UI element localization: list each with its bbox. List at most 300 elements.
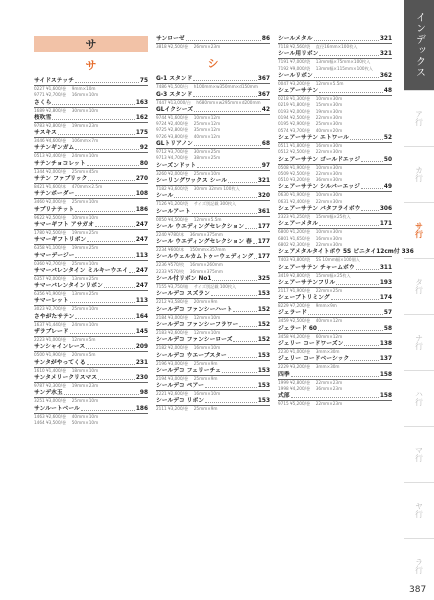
- entry-detail-row: 3251 ¥3,000/巻 25mm×10m: [34, 398, 99, 404]
- dot-leader: [228, 357, 257, 358]
- index-entry: [34, 283, 148, 297]
- entry-page-number: 86: [261, 36, 270, 42]
- entry-page-number: 367: [257, 76, 270, 83]
- entry-title-line: [34, 161, 148, 169]
- entry-page-number: 98: [139, 390, 148, 397]
- entry-detail-row: 1780 ¥2,500/巻 19mm×25m: [34, 229, 99, 235]
- entry-name: サマーバレンタイン ミルキーウエイ: [34, 267, 128, 274]
- entry-detail-row: 2194 ¥3,000/巻 25mm×9m: [156, 375, 218, 381]
- entry-detail-row: 3458 ¥4,200/巻 60mm×12m: [278, 333, 343, 339]
- index-tab-label: ハ行: [414, 390, 424, 406]
- index-entry: [34, 130, 148, 144]
- entry-detail-row: 3260 ¥2,000/巻 25mm×10m: [156, 170, 221, 176]
- index-column-1: [34, 36, 148, 427]
- entry-detail-row: 9726 ¥3,800/巻 40mm×12m: [156, 133, 221, 139]
- entry-name: シェアーメタル: [278, 221, 318, 228]
- entry-detail-row: 6802 ¥2,300/巻 22mm×30m: [278, 241, 343, 247]
- entry-name: シール ウエディングセレクション: [156, 223, 245, 230]
- entry-page-number: 325: [257, 276, 270, 283]
- entry-detail-row: 1689 ¥2,800/巻 30mm×10m: [34, 107, 99, 113]
- dot-leader: [350, 139, 383, 140]
- entry-page-number: 153: [257, 398, 270, 405]
- index-entry: [34, 237, 148, 251]
- entry-name: シールデコ ペアー: [156, 383, 204, 390]
- dot-leader: [233, 311, 256, 312]
- entry-title-line: [156, 92, 270, 100]
- dot-leader: [319, 225, 379, 226]
- dot-leader: [52, 119, 134, 120]
- entry-title-line: [34, 314, 148, 322]
- entry-list: [156, 36, 270, 50]
- dot-leader: [193, 96, 256, 97]
- entry-title-line: [34, 130, 148, 138]
- entry-detail-row: 7486 ¥1,500/台 h100mm×w350mm×d150mm: [156, 84, 258, 90]
- entry-title-line: [156, 368, 270, 376]
- entry-page-number: 57: [383, 310, 392, 317]
- kana-label-sa: サ: [85, 59, 97, 72]
- index-entry: [34, 390, 148, 404]
- entry-detail-row: 2240 ¥780/本 36mm×375mm: [156, 231, 223, 237]
- dot-leader: [194, 145, 261, 146]
- entry-name: シールデコ リボン: [156, 398, 205, 405]
- entry-title-line: [156, 141, 270, 149]
- entry-page-number: 58: [383, 325, 392, 332]
- entry-page-number: 48: [383, 88, 392, 95]
- entry-page-number: 108: [135, 191, 148, 198]
- entry-page-number: 137: [379, 356, 392, 363]
- entry-page-number: 68: [261, 141, 270, 148]
- entry-page-number: 336: [401, 249, 414, 256]
- entry-detail-row: 7126 ¥1,200/袋 サイズ別記載 300枚入: [156, 201, 237, 207]
- entry-name: サンシャインレース: [34, 344, 86, 351]
- entry-page-number: 247: [135, 221, 148, 228]
- entry-name: 四季: [278, 371, 290, 378]
- index-entry: [34, 207, 148, 221]
- entry-page-number: 247: [135, 237, 148, 244]
- index-entry: [34, 176, 148, 190]
- dot-leader: [75, 195, 135, 196]
- index-entry: [34, 115, 148, 129]
- index-column-2: [156, 36, 270, 414]
- entry-name: G-1 スタンド: [156, 76, 193, 83]
- entry-name: サンローゼ: [156, 36, 185, 42]
- entry-name: サンタがやってくる: [34, 359, 86, 366]
- entry-page-number: 171: [379, 221, 392, 228]
- entry-page-number: 186: [135, 206, 148, 213]
- index-tab[interactable]: [404, 90, 434, 146]
- entry-detail-row: 0574 ¥3,700/巻 40mm×20m: [278, 127, 343, 133]
- entry-title-line: [278, 265, 392, 273]
- entry-page-number: 75: [139, 78, 148, 84]
- index-entry: [156, 76, 270, 90]
- entry-page-number: 367: [257, 91, 270, 98]
- entry-name: ジェリー コードワーズン: [278, 341, 344, 348]
- dot-leader: [336, 284, 379, 285]
- entry-title-line: [34, 100, 148, 108]
- entry-title-line: [156, 276, 270, 284]
- dot-leader: [75, 211, 135, 212]
- entry-detail-row: 2111 ¥3,200/巻 25mm×9m: [156, 406, 218, 412]
- entry-name: サイドステッチ: [34, 78, 74, 84]
- entry-page-number: 97: [261, 162, 270, 169]
- index-entry: [34, 344, 148, 358]
- entry-name: さくら: [34, 99, 52, 106]
- entry-detail-row: 1610 ¥1,400/巻 18mm×10m: [34, 367, 99, 373]
- entry-title-line: [278, 206, 392, 214]
- entry-detail-row: 2117 ¥1,900/巻 22mm×25m: [278, 287, 343, 293]
- entry-page-number: 231: [135, 359, 148, 366]
- index-entry: [156, 224, 270, 238]
- entry-detail-row: 3460 ¥2,000/巻 25mm×10m: [34, 199, 99, 205]
- dot-leader: [75, 257, 134, 258]
- entry-page-number: 50: [383, 156, 392, 163]
- kana-label-shi: シ: [207, 57, 219, 71]
- entry-name: シェアーサテン チャームボウ: [278, 264, 355, 271]
- entry-detail-row: 7403 ¥3,800/袋 5S 10mm幅×100個入: [278, 257, 360, 263]
- entry-title-line: [278, 36, 392, 44]
- entry-page-number: 158: [379, 371, 392, 378]
- entry-name: シールデコ フェリーチェ: [156, 367, 221, 374]
- entry-page-number: 175: [135, 130, 148, 137]
- entry-name: シェアーサテン: [278, 88, 318, 95]
- entry-detail-row: 2221 ¥2,600/巻 16mm×10m: [156, 391, 221, 397]
- dot-leader: [308, 314, 383, 315]
- entry-page-number: 270: [135, 176, 148, 183]
- dot-leader: [64, 394, 139, 395]
- entry-name: G-3 スタンド: [156, 91, 193, 98]
- entry-page-number: 177: [257, 223, 270, 230]
- entry-name: シェアーサテン ゴールドエッジ: [278, 156, 361, 163]
- dot-leader: [212, 280, 257, 281]
- entry-detail-row: 9715 ¥5,200/巻 22mm×23m: [278, 401, 343, 407]
- index-entry: [278, 206, 392, 220]
- entry-title-line: [278, 280, 392, 288]
- entry-title-line: [278, 341, 392, 349]
- entry-detail-row: 0630 ¥1,900/巻 10mm×30m: [278, 192, 343, 198]
- entry-title-line: [156, 307, 270, 315]
- dot-leader: [350, 360, 379, 361]
- dot-leader: [88, 180, 135, 181]
- entry-page-number: 162: [135, 114, 148, 121]
- dot-leader: [239, 326, 257, 327]
- index-entry: [34, 100, 148, 114]
- entry-detail-row: 7192 ¥9,000/袋 13mm幅×115mm×100枚入: [278, 65, 373, 71]
- entry-detail-row: 0631 ¥2,400/巻 22mm×30m: [278, 198, 343, 204]
- entry-detail-row: 0047 ¥3,200/巻 12mm×5.5m: [278, 80, 344, 86]
- entry-page-number: 320: [257, 193, 270, 200]
- dot-leader: [95, 226, 135, 227]
- dot-leader: [81, 410, 135, 411]
- index-tab[interactable]: [404, 482, 434, 538]
- entry-page-number: 193: [379, 279, 392, 286]
- entry-detail-row: 0218 ¥1,300/巻 10mm×30m: [278, 96, 343, 102]
- entry-detail-row: 1998 ¥4,200/巻 36mm×23m: [278, 385, 343, 391]
- index-entry: [34, 191, 148, 205]
- index-entry: [34, 161, 148, 175]
- entry-page-number: 52: [383, 134, 392, 141]
- entry-page-number: 362: [379, 72, 392, 79]
- dot-leader: [75, 318, 135, 319]
- entry-name: サテンチョコレット: [34, 160, 86, 167]
- entry-page-number: 153: [257, 352, 270, 359]
- index-entry: [156, 163, 270, 177]
- entry-name: シェアーサテン バタフライボウ: [278, 206, 361, 213]
- entry-detail-row: 0510 ¥3,200/巻 36mm×30m: [278, 177, 343, 183]
- index-tab[interactable]: [401, 202, 434, 258]
- entry-detail-row: 2196 ¥3,000/巻 25mm×9m: [156, 360, 218, 366]
- entry-name: シェアメタルタイトボウ 5S ピニタイ12cm付: [278, 249, 400, 256]
- index-entry: [156, 368, 270, 382]
- dot-leader: [361, 161, 383, 162]
- index-entry: [278, 393, 392, 407]
- index-entry: [278, 51, 392, 72]
- entry-detail-row: 2236 ¥570/枚 16mm×260mm: [156, 262, 223, 268]
- entry-name: シールメタル: [278, 36, 313, 42]
- entry-name: サマーバレンタインリボン: [34, 283, 103, 290]
- entry-page-number: 247: [135, 283, 148, 290]
- entry-title-line: [156, 163, 270, 171]
- entry-title-line: [156, 353, 270, 361]
- dot-leader: [291, 397, 379, 398]
- entry-detail-row: 0512 ¥2,500/巻 22mm×30m: [278, 149, 343, 155]
- index-tab[interactable]: [404, 314, 434, 370]
- entry-name: サマーレット: [34, 298, 69, 305]
- index-tab-label: カ行: [414, 166, 424, 182]
- entry-detail-row: 0195 ¥2,900/巻 25mm×30m: [278, 121, 343, 127]
- entry-detail-row: 3459 ¥2,500/巻 40mm×12m: [278, 318, 343, 324]
- index-entry: [156, 398, 270, 412]
- dot-leader: [356, 269, 379, 270]
- entry-page-number: 177: [257, 254, 270, 261]
- entry-page-number: 321: [379, 36, 392, 42]
- entry-title-line: [278, 393, 392, 401]
- entry-title-line: [34, 207, 148, 215]
- entry-name: ジェラード: [278, 310, 307, 317]
- index-entry: [156, 254, 270, 275]
- dot-leader: [87, 364, 135, 365]
- entry-detail-row: 8229 ¥7,200/巻 9mm×9m: [278, 303, 337, 309]
- dot-leader: [228, 182, 257, 183]
- index-entry: [156, 383, 270, 397]
- dot-leader: [222, 372, 257, 373]
- entry-detail-row: 9712 ¥3,700/巻 30mm×25m: [156, 149, 221, 155]
- index-entry: [156, 92, 270, 106]
- entry-name: シーズンドット: [156, 162, 197, 169]
- dot-leader: [319, 92, 383, 93]
- index-tab-label: ナ行: [414, 334, 424, 350]
- entry-detail-row: 2234 ¥600/本 150mm×357mm: [156, 247, 226, 253]
- entry-page-number: 152: [257, 337, 270, 344]
- entry-title-line: [34, 78, 148, 86]
- entry-page-number: 209: [135, 344, 148, 351]
- entry-detail-row: 9622 ¥2,500/巻 10mm×10m: [34, 214, 99, 220]
- entry-detail-row: 0219 ¥1,800/巻 15mm×30m: [278, 102, 343, 108]
- entry-name: シールデコ スズラン: [156, 291, 210, 298]
- entry-page-number: 113: [135, 298, 148, 305]
- entry-page-number: 49: [383, 184, 392, 191]
- entry-page-number: 152: [257, 306, 270, 313]
- entry-title-line: [34, 268, 148, 276]
- dot-leader: [205, 402, 257, 403]
- entry-detail-row: 6800 ¥1,200/巻 10mm×30m: [278, 229, 343, 235]
- entry-name: サマーデージー: [34, 252, 75, 259]
- entry-name: シールデコ ファンシーフラワー: [156, 321, 239, 328]
- entry-detail-row: 6356 ¥1,900/巻 13mm×25m: [34, 291, 99, 297]
- index-entry: [156, 337, 270, 351]
- entry-name: シールウェルカムトゥーウェディング: [156, 254, 254, 261]
- entry-name: サテンギンガム: [34, 145, 75, 152]
- entry-name: シーリングワックス シール: [156, 177, 228, 184]
- index-entry: [278, 341, 392, 355]
- entry-detail-row: 2230 ¥1,000/巻 3mm×30m: [278, 349, 340, 355]
- dot-leader: [194, 111, 261, 112]
- entry-name: サプリナテット: [34, 206, 75, 213]
- dot-leader: [104, 287, 135, 288]
- index-tab-label: サ行: [414, 222, 424, 238]
- dot-leader: [193, 80, 256, 81]
- index-entry: [278, 249, 414, 263]
- entry-detail-row: 1464 ¥3,500/巻 50mm×10m: [34, 419, 99, 425]
- index-entry: [34, 253, 148, 267]
- entry-name: シールデコ ファンシーローズ: [156, 337, 233, 344]
- index-entry: [156, 209, 270, 223]
- entry-detail-row: 9713 ¥4,700/巻 38mm×25m: [156, 155, 221, 161]
- entry-detail-row: 9771 ¥2,700/巻 16mm×10m: [34, 92, 99, 98]
- dot-leader: [319, 55, 378, 56]
- entry-name: GLトリアノン: [156, 141, 193, 148]
- index-entry: [278, 326, 392, 340]
- entry-detail-row: 2183 ¥2,600/巻 12mm×10m: [156, 329, 221, 335]
- entry-title-line: [278, 157, 392, 165]
- index-entry: [156, 178, 270, 192]
- entry-name: シールリボン: [278, 72, 313, 79]
- entry-name: 式部: [278, 393, 290, 400]
- entry-title-line: [34, 115, 148, 123]
- entry-detail-row: 0513 ¥2,400/巻 24mm×10m: [34, 153, 99, 159]
- entry-page-number: 247: [135, 267, 148, 274]
- entry-detail-row: 0500 ¥1,900/巻 20mm×5m: [34, 352, 96, 358]
- section-heading: サ: [34, 36, 148, 52]
- entry-page-number: 164: [135, 313, 148, 320]
- entry-page-number: 153: [257, 291, 270, 298]
- entry-detail-row: 9787 ¥2,300/巻 19mm×23m: [34, 382, 99, 388]
- entry-page-number: 361: [257, 208, 270, 215]
- entry-name: サスキス: [34, 130, 57, 137]
- entry-detail-row: 2184 ¥3,000/巻 12mm×10m: [156, 314, 221, 320]
- entry-name: シールアート: [156, 208, 191, 215]
- index-entry: [156, 36, 270, 50]
- entry-page-number: 163: [135, 99, 148, 106]
- entry-detail-row: 1999 ¥2,800/巻 22mm×23m: [278, 379, 343, 385]
- entry-name: シール ウエディングセレクション 春: [156, 239, 252, 246]
- entry-detail-row: 2182 ¥2,000/巻 16mm×10m: [156, 345, 221, 351]
- entry-name: シール: [156, 193, 174, 200]
- entry-detail-row: 0193 ¥2,000/巻 19mm×30m: [278, 108, 343, 114]
- entry-detail-row: 2229 ¥3,200/巻 3mm×30m: [278, 364, 340, 370]
- index-entry: [278, 221, 392, 248]
- entry-detail-row: 1463 ¥2,600/巻 40mm×10m: [34, 413, 99, 419]
- index-tab[interactable]: [404, 370, 434, 426]
- index-tab[interactable]: [404, 426, 434, 482]
- entry-title-line: [156, 383, 270, 391]
- entry-title-line: [156, 239, 270, 247]
- entry-detail-row: 6358 ¥1,100/巻 19mm×25m: [34, 245, 99, 251]
- entry-page-number: 152: [257, 321, 270, 328]
- index-tab[interactable]: [404, 146, 434, 202]
- entry-title-line: [156, 322, 270, 330]
- dot-leader: [70, 302, 135, 303]
- entry-title-line: [34, 360, 148, 368]
- entry-name: シールデコ ファンシーハート: [156, 306, 233, 313]
- entry-list: [156, 76, 270, 412]
- entry-page-number: 186: [135, 405, 148, 412]
- entry-detail-row: 0227 ¥1,600/巻 9mm×10m: [34, 86, 96, 91]
- dot-leader: [331, 299, 379, 300]
- dot-leader: [186, 40, 261, 41]
- entry-title-line: [156, 224, 270, 232]
- entry-name: サマーギフトリボン: [34, 237, 87, 244]
- entry-name: ジェラード 60: [278, 325, 317, 332]
- entry-detail-row: 9783 ¥2,800/巻 19mm×23m: [34, 122, 99, 128]
- entry-detail-row: 3023 ¥2,700/巻 25mm×10m: [34, 306, 99, 312]
- index-entry: [278, 310, 392, 324]
- entry-detail-row: 3446 ¥4,600/巻 106mm×7m: [34, 138, 99, 144]
- index-entry: [156, 322, 270, 336]
- index-entry: [278, 135, 392, 156]
- entry-title-line: [278, 135, 392, 143]
- index-entry: [34, 406, 148, 427]
- entry-title-line: [278, 88, 392, 96]
- dot-leader: [314, 40, 379, 41]
- index-entry: [278, 265, 392, 279]
- entry-title-line: [34, 176, 148, 184]
- entry-page-number: 153: [257, 367, 270, 374]
- index-entry: [278, 157, 392, 184]
- index-entry: [278, 295, 392, 309]
- entry-name: 桜吹雪: [34, 114, 52, 121]
- index-entry: [156, 239, 270, 253]
- dot-leader: [129, 272, 135, 273]
- entry-title-line: [278, 73, 392, 81]
- dot-leader: [86, 348, 135, 349]
- index-tab[interactable]: [404, 258, 434, 314]
- entry-detail-row: 9725 ¥2,800/巻 35mm×12m: [156, 127, 221, 133]
- entry-name: さやがたサテン: [34, 313, 75, 320]
- dot-leader: [318, 330, 383, 331]
- entry-name: サンデ水玉: [34, 390, 63, 397]
- entry-detail-row: 0511 ¥1,800/巻 16mm×30m: [278, 142, 343, 148]
- index-entry: [156, 353, 270, 367]
- dot-leader: [205, 387, 257, 388]
- dot-leader: [70, 333, 135, 334]
- entry-detail-row: 8421 ¥1,600/本 470mm×2.5m: [34, 184, 103, 190]
- dot-leader: [75, 149, 139, 150]
- index-entry: [278, 73, 392, 87]
- index-entry: [156, 141, 270, 162]
- entry-title-line: [156, 36, 270, 44]
- index-entry: [156, 307, 270, 321]
- index-entry: [156, 291, 270, 305]
- entry-detail-row: 3818 ¥2,500/巻 26mm×23m: [156, 44, 221, 49]
- entry-detail-row: 7191 ¥7,000/袋 13mm幅×75mm×100枚入: [278, 59, 371, 65]
- entry-page-number: 158: [379, 393, 392, 400]
- index-entry: [34, 78, 148, 99]
- entry-list: [34, 78, 148, 426]
- index-tab-label: マ行: [414, 446, 424, 462]
- entry-page-number: 153: [257, 383, 270, 390]
- dot-leader: [254, 258, 257, 259]
- entry-page-number: 230: [135, 374, 148, 381]
